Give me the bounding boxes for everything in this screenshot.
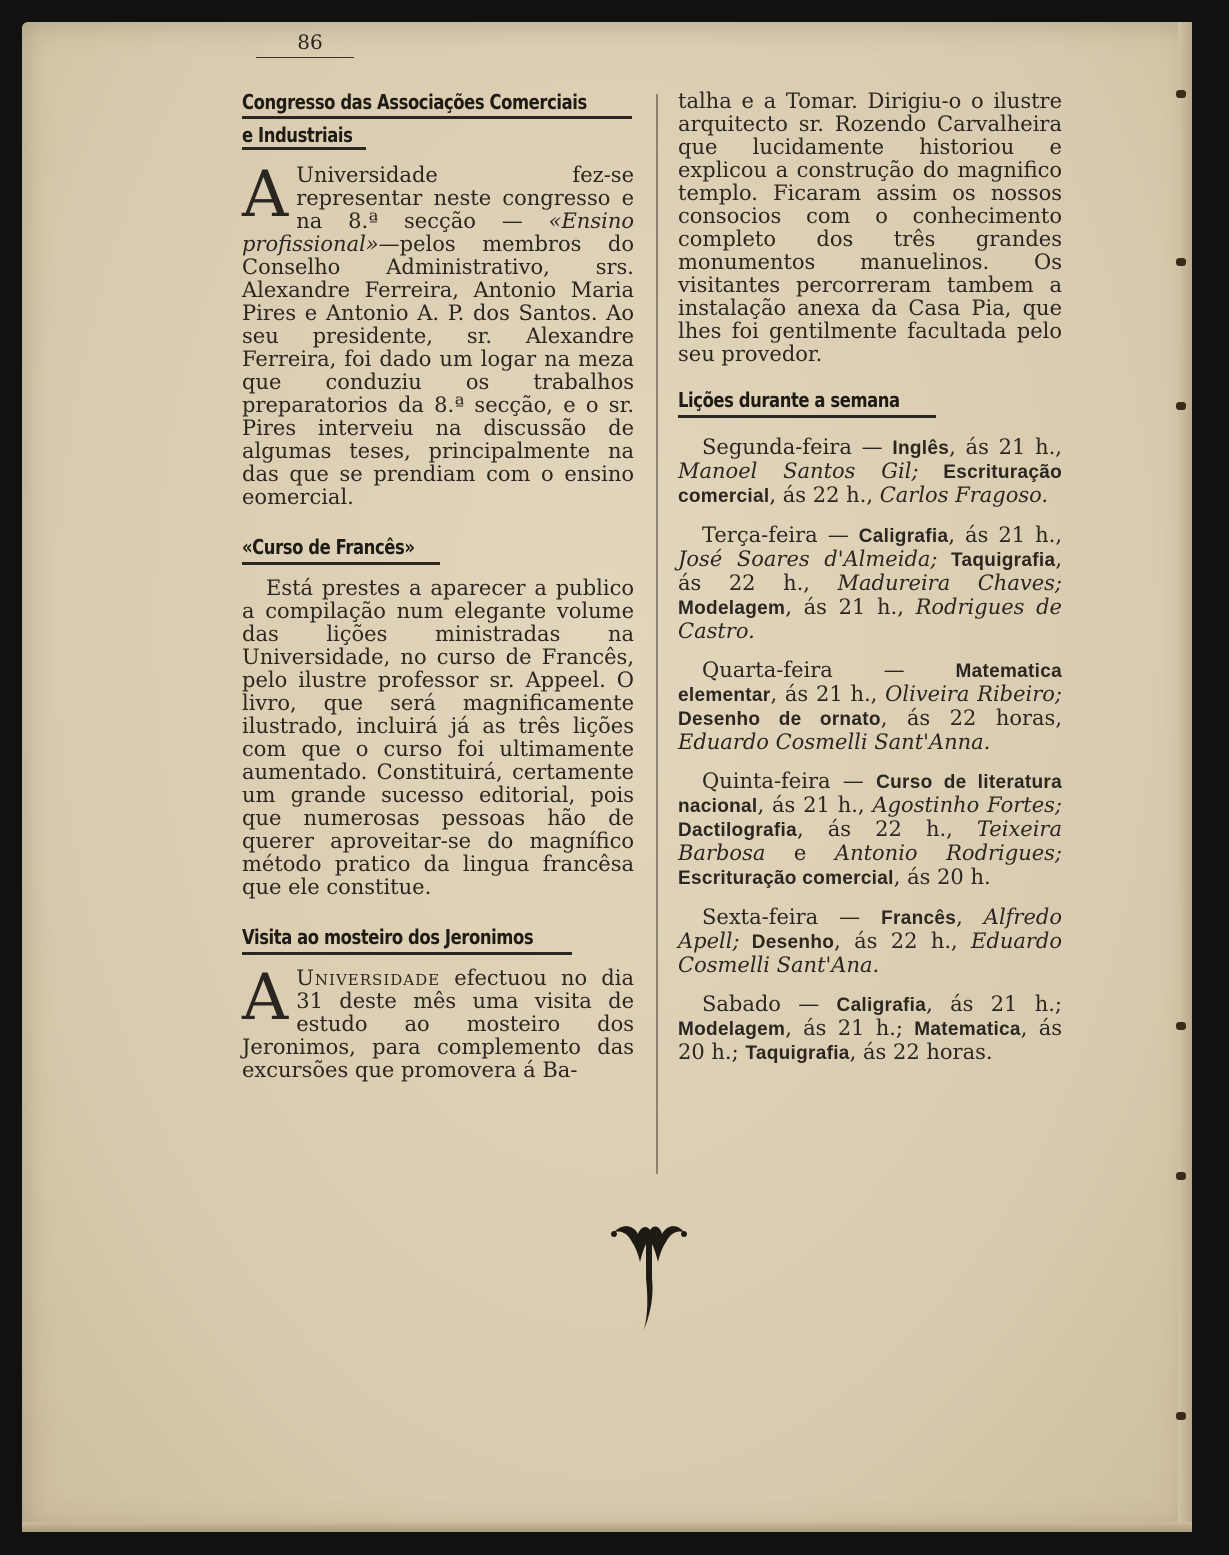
paragraph-visita — [242, 961, 634, 1082]
day-label: Quinta-feira — — [702, 769, 877, 793]
page-bottom-edge — [22, 1522, 1192, 1532]
schedule-saturday — [678, 993, 1062, 1065]
title-underline — [242, 147, 366, 150]
text: , ás 21 h., — [757, 793, 873, 817]
text: , ás 22 h., — [769, 483, 880, 507]
course: Escrituração comercial — [678, 868, 894, 889]
title-rule — [242, 116, 632, 119]
schedule-wednesday — [678, 659, 1062, 754]
schedule-friday — [678, 906, 1062, 977]
text: e — [765, 841, 835, 865]
schedule-tuesday — [678, 524, 1062, 643]
text: , ás 21 h., — [949, 435, 1062, 459]
course: Escrituração comercial — [678, 462, 1063, 507]
page-right-edge — [1178, 22, 1192, 1532]
page — [22, 22, 1192, 1532]
title-underline — [678, 415, 936, 418]
teacher: Carlos Fragoso. — [879, 483, 1049, 507]
text: , — [956, 905, 984, 929]
text: , ás 22 horas, — [880, 706, 1062, 730]
text-italic: «Ensino profissional» — [242, 209, 634, 256]
text: , ás 21 h., — [948, 523, 1062, 547]
section-title-visita: Visita ao mosteiro dos Jeronimos — [242, 925, 534, 949]
page-number-rule — [256, 57, 354, 58]
text: Universidade fez-se representar neste congresso e na 8.ª secção — — [296, 163, 634, 233]
course: Taquigrafia — [745, 1043, 850, 1064]
paragraph-continuation: talha e a Tomar. Dirigiu-o o ilustre arquitecto sr. Rozendo Carvalheira que lucidamente historiou e explicou a construção do magnifico templo. Ficaram assim os nossos consocios com o conhecimento completo dos três grandes monumentos manuelinos. Os visitantes percorreram tambem a instalação anexa da Casa Pia, que lhes foi gentilmente facultada pelo seu provedor. — [678, 89, 1062, 366]
course: Dactilografia — [678, 820, 797, 841]
teacher: Alfredo Apell; — [678, 905, 1062, 953]
text: , ás 21 h.; — [785, 1016, 915, 1040]
course: Inglês — [892, 438, 950, 459]
text: , ás 21 h.; — [926, 992, 1062, 1016]
course: Desenho de ornato — [678, 709, 881, 730]
teacher: Rodrigues de Castro. — [678, 595, 1062, 643]
drop-cap: A — [242, 158, 289, 232]
course: Modelagem — [678, 1019, 786, 1040]
course: Matematica elementar — [678, 661, 1062, 706]
left-column — [242, 90, 634, 1082]
section-title-curso: «Curso de Francês» — [242, 535, 415, 559]
right-column — [678, 90, 1062, 1065]
text-small-caps: Universidade — [296, 966, 441, 990]
course: Curso de literatura nacional — [678, 772, 1062, 817]
course: Caligrafia — [858, 526, 949, 547]
section-title-congresso-2: e Industriais — [242, 123, 353, 147]
text: , ás 22 h., — [678, 547, 1063, 595]
text: , ás 22 h., — [797, 817, 977, 841]
text: , ás 22 h., — [834, 929, 972, 953]
teacher: Antonio Rodrigues; — [834, 841, 1063, 865]
teacher: Eduardo Cosmelli Sant'Ana. — [678, 929, 1062, 977]
page-number: 86 — [297, 30, 323, 54]
course: Modelagem — [678, 598, 786, 619]
paragraph-congresso — [242, 158, 634, 509]
edge-mark — [1176, 90, 1186, 98]
text: , ás 21 h., — [785, 595, 916, 619]
teacher: Agostinho Fortes; — [872, 793, 1062, 817]
text: , ás 21 h., — [770, 682, 886, 706]
edge-mark — [1176, 1172, 1186, 1180]
section-title-licoes: Lições durante a semana — [678, 388, 900, 412]
teacher: Teixeira Barbosa — [678, 817, 1062, 865]
teacher: Manoel Santos Gil; — [678, 459, 919, 483]
text: , ás 20 h. — [893, 865, 991, 889]
edge-mark — [1176, 1412, 1186, 1420]
edge-mark — [1176, 258, 1186, 266]
column-divider — [656, 94, 658, 1174]
decorative-vignette-icon — [604, 1218, 694, 1338]
title-underline — [242, 562, 440, 565]
course: Desenho — [739, 932, 835, 953]
course: Caligrafia — [836, 995, 927, 1016]
schedule-monday — [678, 436, 1062, 508]
day-label: Terça-feira — — [702, 523, 859, 547]
title-underline — [242, 952, 572, 955]
section-title-congresso: Congresso das Associações Comerciais — [242, 90, 587, 114]
text: efectuou no dia 31 deste mês uma visita de estudo ao mosteiro dos Jeronimos, para complemento das excursões que promovera á Ba- — [242, 966, 634, 1082]
teacher: Madureira Chaves; — [837, 571, 1062, 595]
schedule-thursday — [678, 770, 1062, 890]
day-label: Sabado — — [702, 992, 837, 1016]
text: —pelos membros do Conselho Administrativo, srs. Alexandre Ferreira, Antonio Maria Pires e Antonio A. P. dos Santos. Ao seu presidente, sr. Alexandre Ferreira, foi dado um logar na meza que conduziu os trabalhos preparatorios da 8.ª secção, e o sr. Pires interveiu na discussão de algumas teses, principalmente na das que se prendiam com o ensino eomercial. — [242, 232, 634, 509]
paragraph-curso: Está prestes a aparecer a publico a compilação num elegante volume das lições ministradas na Universidade, no curso de Francês, pelo ilustre professor sr. Appeel. O livro, que será magnificamente ilustrado, incluirá já as três lições com que o curso foi ultimamente aumentado. Constituirá, certamente um grande sucesso editorial, pois que numerosas pessoas hão de querer aproveitar-se do magnífico método pratico da lingua francêsa que ele constitue. — [242, 576, 634, 899]
text: , ás 22 horas. — [849, 1040, 993, 1064]
edge-mark — [1176, 1022, 1186, 1030]
course: Francês — [881, 908, 957, 929]
day-label: Sexta-feira — — [702, 905, 882, 929]
drop-cap: A — [242, 961, 289, 1035]
text: , ás 20 h.; — [678, 1016, 1063, 1064]
course: Taquigrafia — [937, 550, 1056, 571]
course: Matematica — [914, 1019, 1021, 1040]
day-label: Segunda-feira — — [702, 435, 893, 459]
edge-mark — [1176, 402, 1186, 410]
teacher: Oliveira Ribeiro; — [885, 682, 1062, 706]
teacher: Eduardo Cosmelli Sant'Anna. — [678, 730, 991, 754]
teacher: José Soares d'Almeida; — [678, 547, 938, 571]
day-label: Quarta-feira — — [702, 658, 956, 682]
